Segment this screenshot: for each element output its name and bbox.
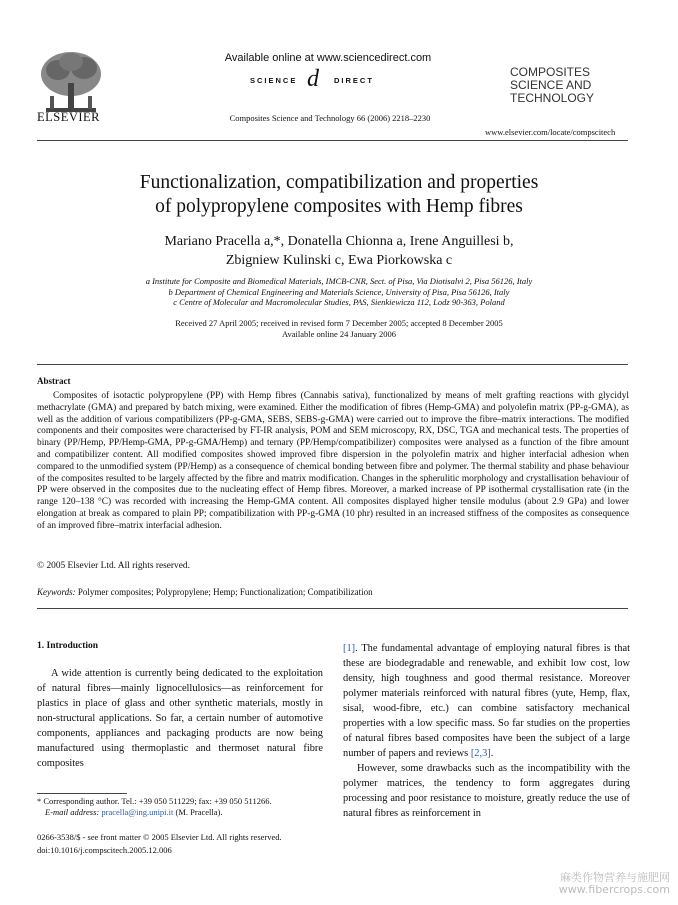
journal-reference: Composites Science and Technology 66 (2006) 2218–2230	[229, 113, 431, 123]
paragraph-text: . The fundamental advantage of employing natural fibres is that these are biodegradable and renewable, and exhibit low cost, low density, high toughness and good thermal resistance. Moreover polymer materials reinforced with natural fibres (yute, Hemp, flax, sisal, wood-fibre, etc.) can combine satisfactory mechanical properties with a low specific mass. So far studies on the properties of natural fibres based composites have been the subject of a large number of papers and reviews	[343, 643, 630, 759]
affiliation: b Department of Chemical Engineering and Materials Science, University of Pisa, Pisa 56126, Italy	[168, 286, 510, 297]
watermark-line: 麻类作物营养与施肥网	[560, 871, 670, 884]
article-dates	[0, 318, 678, 340]
abstract-top-rule	[37, 364, 628, 365]
sd-logo-mark: d	[307, 66, 319, 92]
sd-logo-left: SCIENCE	[250, 76, 298, 85]
section-heading: 1. Introduction	[37, 641, 99, 651]
body-column-left: A wide attention is currently being dedicated to the exploitation of natural fibres—mainly lignocellulosics—as reinforcement for plastics in place of glass and other synthetic materials, mostly in non-structural applications. So far, a certain number of automotive components, appliances and packaging products are now being manufactured using thermoplastic and thermoset natural fibre composites	[37, 668, 323, 769]
affiliations	[0, 276, 678, 308]
available-online: Available online at www.sciencedirect.com	[224, 52, 432, 64]
publisher-name: ELSEVIER	[37, 110, 101, 124]
header-rule	[37, 140, 628, 141]
sciencedirect-logo	[250, 66, 410, 94]
watermark	[540, 872, 670, 896]
keywords-label: Keywords:	[37, 587, 76, 597]
email-suffix: (M. Pracella).	[173, 807, 223, 817]
footnote-contact: * Corresponding author. Tel.: +39 050 511229; fax: +39 050 511266.	[37, 796, 272, 806]
doi-line[interactable]: doi:10.1016/j.compscitech.2005.12.006	[37, 845, 172, 855]
abstract-heading: Abstract	[37, 376, 71, 386]
elsevier-tree-logo	[36, 48, 106, 118]
paragraph-text: .	[490, 748, 494, 759]
affiliation: c Centre of Molecular and Macromolecular Studies, PAS, Sienkiewicza 112, Lodz 90-363, Poland	[173, 297, 505, 307]
journal-title-line: COMPOSITES	[510, 65, 591, 79]
journal-url[interactable]: www.elsevier.com/locate/compscitech	[485, 127, 616, 137]
abstract-copyright: © 2005 Elsevier Ltd. All rights reserved.	[37, 561, 190, 571]
issn-line: 0266-3538/$ - see front matter © 2005 Elsevier Ltd. All rights reserved.	[37, 832, 282, 842]
journal-title	[510, 66, 650, 105]
available-date: Available online 24 January 2006	[281, 329, 397, 339]
title-line: Functionalization, compatibilization and properties	[139, 172, 539, 193]
email-link[interactable]: pracella@ing.unipi.it	[101, 807, 174, 817]
abstract-text: Composites of isotactic polypropylene (PP) with Hemp fibres (Cannabis sativa), functionalized by means of melt grafting reactions with glycidyl methacrylate (GMA) and prepared by batch mixing, were examined. Either the modification of fibres (Hemp-GMA) and polyolefin matrix (PP-g-GMA), as well as the addition of various compatibilizers (PP-g-GMA, SEBS, SEBS-g-GMA) were carried out to improve the fibre–matrix interactions. The modified components and their composites were characterised by FT-IR analysis, POM and SEM microscopy, RX, DSC, TGA and mechanical tests. The properties of binary (PP/Hemp, PP/Hemp-GMA, PP-g-GMA/Hemp) and ternary (PP/Hemp/compatibilizer) composites were analysed as a function of the fibre amount and compatibilizer content. All modified composites showed improved fibre dispersion in the polyolefin matrix and higher interfacial adhesion when compared to the unmodified system (PP/Hemp) as a consequence of chemical bonding between fibre and polymer. The thermal stability and phase behaviour of the composites resulted to be largely affected by the fibre and matrix modification. Changes in the spherulitic morphology and crystallisation behaviour of PP were observed in the composites due to the nucleating effect of Hemp fibres. Moreover, a marked increase of PP isothermal crystallisation rate (in the range 120–138 °C) was recorded with increasing the Hemp-GMA content. All composites displayed higher tensile modulus (about 2.9 GPa) and lower elongation at break as compared to plain PP; compatibilization with PP-g-GMA (10 phr) resulted in an increased stiffness of the composites as consequence of an improved fibre–matrix interfacial adhesion.	[37, 391, 629, 531]
received-dates: Received 27 April 2005; received in revised form 7 December 2005; accepted 8 December 2005	[175, 318, 503, 328]
abstract-bottom-rule	[37, 608, 628, 609]
author-list	[0, 232, 678, 270]
journal-title-line: TECHNOLOGY	[510, 91, 595, 105]
citation-link[interactable]: [2,3]	[470, 748, 491, 759]
sd-logo-right: DIRECT	[334, 76, 374, 85]
keywords-text: Polymer composites; Polypropylene; Hemp; Functionalization; Compatibilization	[75, 587, 373, 597]
article-title	[0, 171, 678, 219]
footnote	[37, 796, 327, 818]
keywords	[37, 587, 373, 597]
watermark-line: www.fibercrops.com	[558, 883, 670, 896]
title-line: of polypropylene composites with Hemp fibres	[155, 196, 523, 217]
citation-link[interactable]: [1]	[343, 643, 356, 654]
authors-line: Mariano Pracella a,*, Donatella Chionna a, Irene Anguillesi b,	[164, 234, 514, 249]
body-column-right	[343, 641, 630, 821]
page-footer	[37, 831, 282, 857]
journal-title-line: SCIENCE AND	[510, 78, 592, 92]
authors-line: Zbigniew Kulinski c, Ewa Piorkowska c	[225, 253, 453, 268]
footnote-rule	[37, 793, 127, 794]
email-label: E-mail address:	[45, 807, 100, 817]
affiliation: a Institute for Composite and Biomedical Materials, IMCB-CNR, Sect. of Pisa, Via Diotisalvi 2, Pisa 56126, Italy	[145, 276, 533, 286]
paragraph-text: However, some drawbacks such as the incompatibility with the polymer matrices, the tendency to form aggregates during processing and poor resistance to moisture, greatly reduce the use of natural fibres as reinforcement in	[343, 763, 630, 819]
